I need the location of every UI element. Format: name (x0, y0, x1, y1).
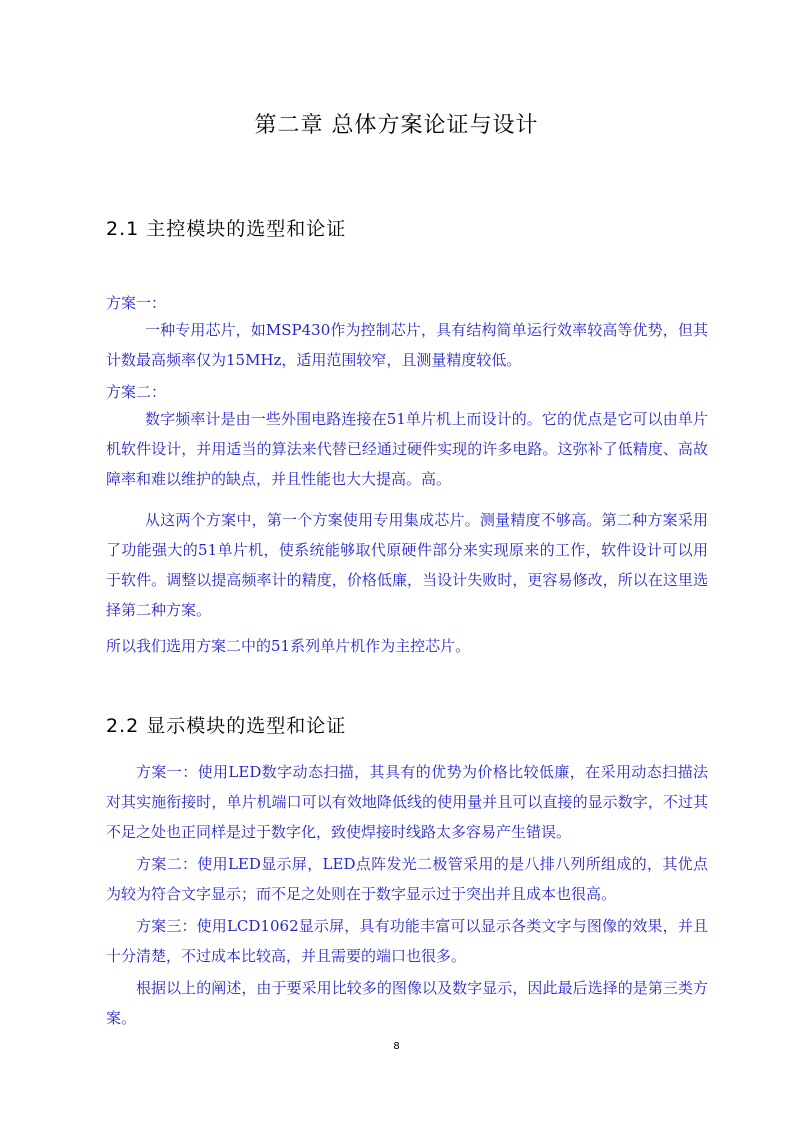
chapter-title: 第二章 总体方案论证与设计 (254, 113, 539, 138)
plan1-paragraph: 一种专用芯片，如MSP430作为控制芯片，具有结构简单运行效率较高等优势，但其计数最高频率仅为15MHz，适用范围较窄，且测量精度较低。 (106, 321, 708, 369)
section-heading-2-2: 2.2 显示模块的选型和论证 (106, 715, 347, 737)
display-plan3-paragraph: 方案三：使用LCD1062显示屏，具有功能丰富可以显示各类文字与图像的效果，并且十分清楚，不过成本比较高，并且需要的端口也很多。 (106, 917, 708, 965)
plan2-paragraph: 数字频率计是由一些外围电路连接在51单片机上而设计的。它的优点是它可以由单片机软件设计，并用适当的算法来代替已经通过硬件实现的许多电路。这弥补了低精度、高故障率和难以维护的缺点，并且性能也大大提高。高。 (106, 410, 708, 488)
section1-conclusion: 所以我们选用方案二中的51系列单片机作为主控芯片。 (106, 637, 471, 655)
plan1-label: 方案一： (106, 294, 167, 312)
page-number: 8 (393, 1041, 400, 1052)
section2-conclusion: 根据以上的阐述，由于要采用比较多的图像以及数字显示，因此最后选择的是第三类方案。 (106, 979, 708, 1027)
plan2-label: 方案二： (106, 383, 167, 401)
display-plan1-paragraph: 方案一：使用LED数字动态扫描，其具有的优势为价格比较低廉，在采用动态扫描法对其实施衔接时，单片机端口可以有效地降低线的使用量并且可以直接的显示数字，不过其不足之处也正同样是过于数字化，致使焊接时线路太多容易产生错误。 (106, 763, 708, 841)
section-heading-2-1: 2.1 主控模块的选型和论证 (106, 218, 347, 240)
comparison-paragraph: 从这两个方案中，第一个方案使用专用集成芯片。测量精度不够高。第二种方案采用了功能强大的51单片机，使系统能够取代原硬件部分来实现原来的工作，软件设计可以用于软件。调整以提高频率计的精度，价格低廉，当设计失败时，更容易修改，所以在这里选择第二种方案。 (106, 511, 708, 619)
display-plan2-paragraph: 方案二：使用LED显示屏，LED点阵发光二极管采用的是八排八列所组成的，其优点为较为符合文字显示；而不足之处则在于数字显示过于突出并且成本也很高。 (106, 855, 708, 903)
